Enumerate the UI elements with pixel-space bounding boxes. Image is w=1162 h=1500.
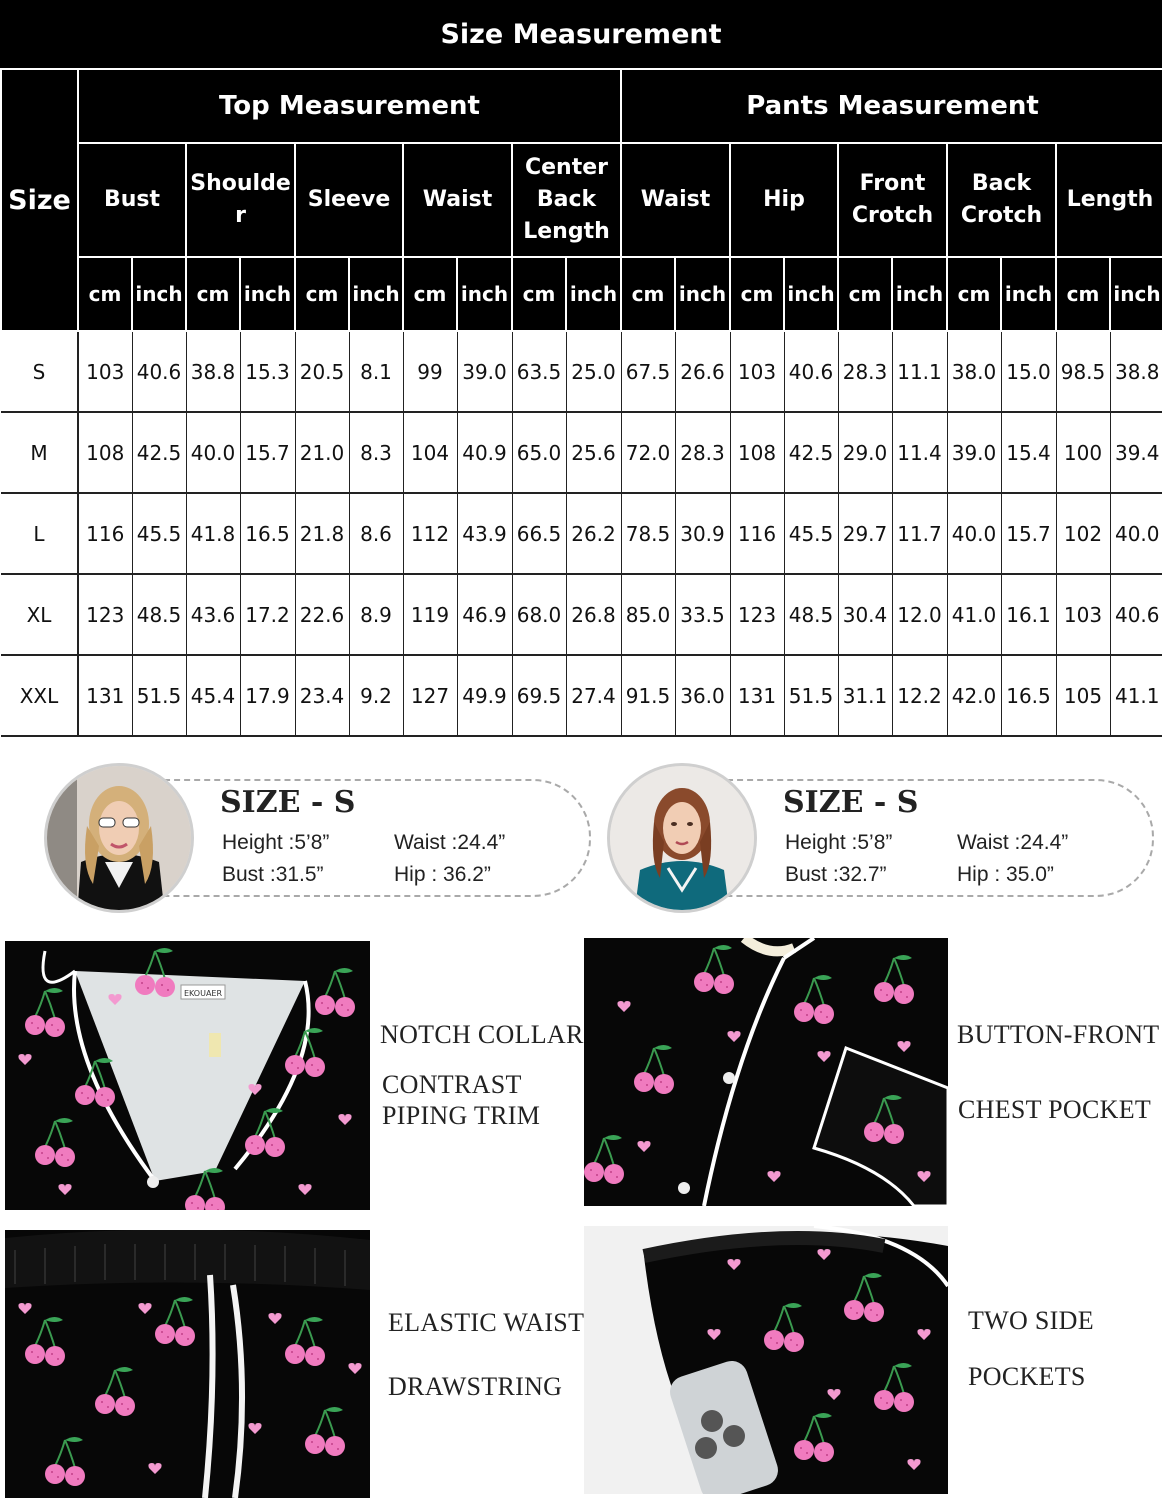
unit-header-cm: cm — [730, 257, 784, 331]
table-row — [1, 493, 1162, 574]
measure-header — [947, 143, 1056, 257]
value-cell: 8.3 — [349, 412, 403, 493]
value-cell: 40.0 — [947, 493, 1001, 574]
value-cell: 68.0 — [512, 574, 566, 655]
measure-header — [295, 143, 403, 257]
measure-header-line: Length — [523, 219, 610, 244]
value-cell: 39.0 — [457, 331, 512, 412]
value-cell: 38.8 — [186, 331, 240, 412]
value-cell: 29.7 — [838, 493, 892, 574]
model-size: SIZE - S — [783, 785, 919, 820]
value-cell: 22.6 — [295, 574, 349, 655]
garment-label: EKOUAER — [183, 989, 223, 998]
model-bust: Bust :32.7” — [785, 863, 887, 886]
value-cell: 127 — [403, 655, 457, 736]
model-photo-1 — [44, 763, 194, 913]
value-cell: 11.1 — [892, 331, 947, 412]
value-cell: 45.5 — [132, 493, 186, 574]
value-cell: 12.2 — [892, 655, 947, 736]
value-cell: 123 — [78, 574, 132, 655]
size-table — [0, 68, 1162, 737]
size-cell: M — [1, 412, 78, 493]
measure-header-line: Crotch — [960, 203, 1043, 228]
value-cell: 8.1 — [349, 331, 403, 412]
value-cell: 43.9 — [457, 493, 512, 574]
measure-header-line: Sleeve — [307, 187, 391, 212]
value-cell: 116 — [730, 493, 784, 574]
measure-header-line: Center — [524, 155, 608, 180]
value-cell: 43.6 — [186, 574, 240, 655]
size-cell: XL — [1, 574, 78, 655]
measure-header-line: Bust — [103, 187, 161, 212]
value-cell: 17.2 — [240, 574, 295, 655]
unit-header-inch: inch — [349, 257, 403, 331]
value-cell: 15.7 — [1001, 493, 1056, 574]
size-cell: XXL — [1, 655, 78, 736]
size-column-header: Size — [1, 69, 78, 331]
notch-collar-photo — [5, 941, 370, 1210]
table-row — [1, 412, 1162, 493]
value-cell: 21.0 — [295, 412, 349, 493]
measure-header-line: Front — [859, 171, 926, 196]
value-cell: 30.4 — [838, 574, 892, 655]
value-cell: 108 — [78, 412, 132, 493]
value-cell: 99 — [403, 331, 457, 412]
table-row — [1, 655, 1162, 736]
value-cell: 46.9 — [457, 574, 512, 655]
model-card-1 — [44, 763, 604, 913]
measure-header-line: r — [235, 203, 246, 228]
size-cell: L — [1, 493, 78, 574]
value-cell: 112 — [403, 493, 457, 574]
value-cell: 28.3 — [675, 412, 730, 493]
value-cell: 40.9 — [457, 412, 512, 493]
pants-measurement-header: Pants Measurement — [621, 69, 1162, 143]
value-cell: 28.3 — [838, 331, 892, 412]
value-cell: 45.5 — [784, 493, 838, 574]
value-cell: 103 — [1056, 574, 1110, 655]
value-cell: 40.6 — [1110, 574, 1162, 655]
side-pockets-photo — [584, 1226, 948, 1494]
unit-header-inch: inch — [892, 257, 947, 331]
table-row — [1, 331, 1162, 412]
table-row — [1, 574, 1162, 655]
unit-header-inch: inch — [457, 257, 512, 331]
value-cell: 26.8 — [566, 574, 621, 655]
feature-side-pockets-line2: POCKETS — [968, 1362, 1086, 1391]
feature-chest-pocket: CHEST POCKET — [958, 1095, 1152, 1124]
value-cell: 45.4 — [186, 655, 240, 736]
measure-header-line: Back — [536, 187, 597, 212]
value-cell: 85.0 — [621, 574, 675, 655]
value-cell: 41.0 — [947, 574, 1001, 655]
unit-header-cm: cm — [838, 257, 892, 331]
value-cell: 63.5 — [512, 331, 566, 412]
button-front-photo — [584, 938, 948, 1206]
unit-header-cm: cm — [78, 257, 132, 331]
value-cell: 69.5 — [512, 655, 566, 736]
measure-header-line: Shoulde — [190, 171, 291, 196]
top-measurement-header: Top Measurement — [78, 69, 621, 143]
unit-header-inch: inch — [1110, 257, 1162, 331]
value-cell: 12.0 — [892, 574, 947, 655]
model-hip: Hip : 36.2” — [394, 863, 491, 886]
value-cell: 30.9 — [675, 493, 730, 574]
value-cell: 42.0 — [947, 655, 1001, 736]
measure-header — [512, 143, 621, 257]
value-cell: 119 — [403, 574, 457, 655]
value-cell: 123 — [730, 574, 784, 655]
value-cell: 20.5 — [295, 331, 349, 412]
value-cell: 33.5 — [675, 574, 730, 655]
unit-header-cm: cm — [947, 257, 1001, 331]
unit-header-cm: cm — [1056, 257, 1110, 331]
value-cell: 72.0 — [621, 412, 675, 493]
unit-header-cm: cm — [512, 257, 566, 331]
value-cell: 11.4 — [892, 412, 947, 493]
value-cell: 16.1 — [1001, 574, 1056, 655]
value-cell: 36.0 — [675, 655, 730, 736]
feature-contrast-line2: PIPING TRIM — [382, 1101, 541, 1130]
value-cell: 17.9 — [240, 655, 295, 736]
value-cell: 40.0 — [186, 412, 240, 493]
value-cell: 131 — [78, 655, 132, 736]
value-cell: 98.5 — [1056, 331, 1110, 412]
value-cell: 23.4 — [295, 655, 349, 736]
value-cell: 51.5 — [784, 655, 838, 736]
unit-header-inch: inch — [1001, 257, 1056, 331]
measure-header-line: Length — [1066, 187, 1154, 212]
value-cell: 41.8 — [186, 493, 240, 574]
value-cell: 40.6 — [784, 331, 838, 412]
measure-header — [621, 143, 730, 257]
value-cell: 38.8 — [1110, 331, 1162, 412]
model-bust: Bust :31.5” — [222, 863, 324, 886]
value-cell: 66.5 — [512, 493, 566, 574]
value-cell: 39.4 — [1110, 412, 1162, 493]
value-cell: 29.0 — [838, 412, 892, 493]
value-cell: 8.9 — [349, 574, 403, 655]
measure-header — [403, 143, 512, 257]
value-cell: 15.3 — [240, 331, 295, 412]
unit-header-inch: inch — [675, 257, 730, 331]
value-cell: 116 — [78, 493, 132, 574]
elastic-waist-photo — [5, 1230, 370, 1498]
value-cell: 40.6 — [132, 331, 186, 412]
unit-header-cm: cm — [621, 257, 675, 331]
measure-header — [78, 143, 186, 257]
value-cell: 25.6 — [566, 412, 621, 493]
value-cell: 100 — [1056, 412, 1110, 493]
value-cell: 39.0 — [947, 412, 1001, 493]
feature-contrast-line1: CONTRAST — [382, 1070, 522, 1099]
measure-header — [838, 143, 947, 257]
unit-header-inch: inch — [240, 257, 295, 331]
value-cell: 15.0 — [1001, 331, 1056, 412]
value-cell: 42.5 — [784, 412, 838, 493]
unit-header-inch: inch — [132, 257, 186, 331]
feature-notch-collar: NOTCH COLLAR — [380, 1020, 584, 1049]
value-cell: 11.7 — [892, 493, 947, 574]
value-cell: 102 — [1056, 493, 1110, 574]
value-cell: 48.5 — [784, 574, 838, 655]
value-cell: 131 — [730, 655, 784, 736]
value-cell: 78.5 — [621, 493, 675, 574]
value-cell: 104 — [403, 412, 457, 493]
value-cell: 27.4 — [566, 655, 621, 736]
unit-header-inch: inch — [784, 257, 838, 331]
measure-header-line: Crotch — [851, 203, 934, 228]
model-waist: Waist :24.4” — [957, 831, 1069, 854]
unit-header-inch: inch — [566, 257, 621, 331]
value-cell: 9.2 — [349, 655, 403, 736]
measure-header — [1056, 143, 1162, 257]
value-cell: 103 — [730, 331, 784, 412]
value-cell: 51.5 — [132, 655, 186, 736]
feature-drawstring: DRAWSTRING — [388, 1372, 563, 1401]
value-cell: 40.0 — [1110, 493, 1162, 574]
measure-header — [730, 143, 838, 257]
value-cell: 65.0 — [512, 412, 566, 493]
model-size: SIZE - S — [220, 785, 356, 820]
value-cell: 103 — [78, 331, 132, 412]
value-cell: 8.6 — [349, 493, 403, 574]
value-cell: 42.5 — [132, 412, 186, 493]
value-cell: 25.0 — [566, 331, 621, 412]
value-cell: 108 — [730, 412, 784, 493]
value-cell: 16.5 — [1001, 655, 1056, 736]
unit-header-cm: cm — [295, 257, 349, 331]
measure-header-line: Waist — [640, 187, 711, 212]
model-height: Height :5’8” — [222, 831, 330, 854]
model-hip: Hip : 35.0” — [957, 863, 1054, 886]
value-cell: 41.1 — [1110, 655, 1162, 736]
value-cell: 91.5 — [621, 655, 675, 736]
unit-header-cm: cm — [186, 257, 240, 331]
page-title: Size Measurement — [0, 0, 1162, 68]
measure-header-line: Waist — [422, 187, 493, 212]
value-cell: 15.7 — [240, 412, 295, 493]
value-cell: 105 — [1056, 655, 1110, 736]
model-height: Height :5’8” — [785, 831, 893, 854]
value-cell: 21.8 — [295, 493, 349, 574]
feature-elastic-waist: ELASTIC WAIST — [388, 1308, 585, 1337]
feature-button-front: BUTTON-FRONT — [957, 1020, 1160, 1049]
value-cell: 49.9 — [457, 655, 512, 736]
value-cell: 38.0 — [947, 331, 1001, 412]
value-cell: 67.5 — [621, 331, 675, 412]
model-photo-2 — [607, 763, 757, 913]
feature-side-pockets-line1: TWO SIDE — [968, 1306, 1094, 1335]
unit-header-cm: cm — [403, 257, 457, 331]
value-cell: 31.1 — [838, 655, 892, 736]
measure-header — [186, 143, 295, 257]
value-cell: 15.4 — [1001, 412, 1056, 493]
value-cell: 48.5 — [132, 574, 186, 655]
measure-header-line: Hip — [763, 187, 805, 212]
model-card-2 — [607, 763, 1162, 913]
value-cell: 26.6 — [675, 331, 730, 412]
measure-header-line: Back — [971, 171, 1032, 196]
value-cell: 16.5 — [240, 493, 295, 574]
size-cell: S — [1, 331, 78, 412]
value-cell: 26.2 — [566, 493, 621, 574]
model-waist: Waist :24.4” — [394, 831, 506, 854]
